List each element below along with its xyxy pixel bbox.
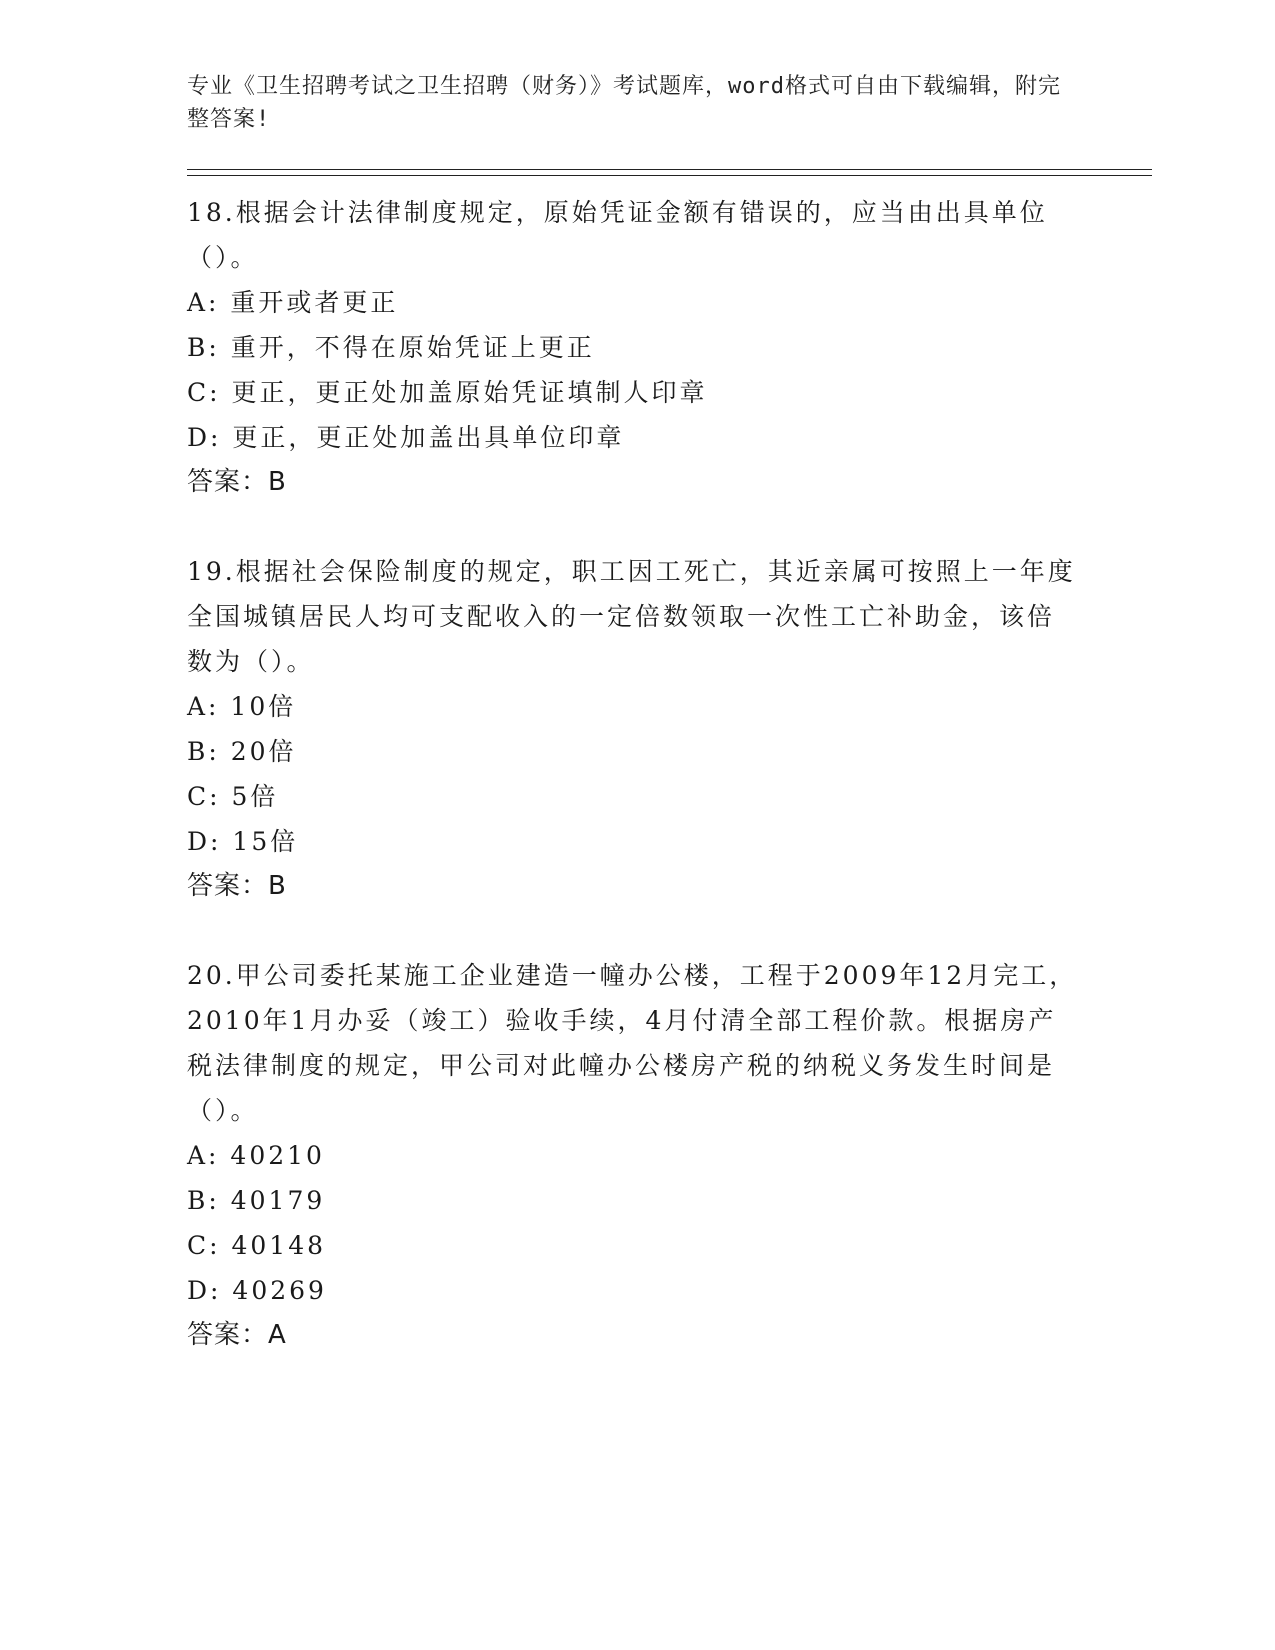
option-b: B: 20倍 bbox=[187, 737, 297, 766]
option-d: D: 15倍 bbox=[187, 827, 299, 856]
header-double-rule bbox=[187, 169, 1152, 176]
answer-text: 答案：A bbox=[187, 1320, 287, 1350]
question-stem: 20.甲公司委托某施工企业建造一幢办公楼，工程于2009年12月完工，2010年1月办妥（竣工）验收手续，4月付清全部工程价款。根据房产税法律制度的规定，甲公司对此幢办公楼房产税的纳税义务发生时间是（）。 bbox=[187, 961, 1078, 1125]
option-b: B: 重开，不得在原始凭证上更正 bbox=[187, 333, 595, 362]
question-stem: 18.根据会计法律制度规定，原始凭证金额有错误的，应当由出具单位（）。 bbox=[187, 198, 1048, 272]
option-a: A: 40210 bbox=[187, 1141, 325, 1170]
option-c: C: 40148 bbox=[187, 1231, 327, 1260]
option-d: D: 40269 bbox=[187, 1276, 327, 1305]
document-header: 专业《卫生招聘考试之卫生招聘（财务）》考试题库，word格式可自由下载编辑，附完整答案! bbox=[187, 74, 1061, 132]
document-page bbox=[187, 70, 1152, 1358]
question-19 bbox=[187, 549, 1152, 909]
question-20 bbox=[187, 953, 1152, 1358]
answer-text: 答案：B bbox=[187, 871, 287, 901]
option-a: A: 10倍 bbox=[187, 692, 297, 721]
option-c: C: 更正，更正处加盖原始凭证填制人印章 bbox=[187, 378, 708, 407]
question-stem: 19.根据社会保险制度的规定，职工因工死亡，其近亲属可按照上一年度全国城镇居民人均可支配收入的一定倍数领取一次性工亡补助金，该倍数为（）。 bbox=[187, 557, 1076, 676]
option-b: B: 40179 bbox=[187, 1186, 326, 1215]
answer-text: 答案：B bbox=[187, 467, 287, 497]
option-d: D: 更正，更正处加盖出具单位印章 bbox=[187, 423, 625, 452]
option-c: C: 5倍 bbox=[187, 782, 279, 811]
question-18 bbox=[187, 190, 1152, 505]
option-a: A: 重开或者更正 bbox=[187, 288, 399, 317]
